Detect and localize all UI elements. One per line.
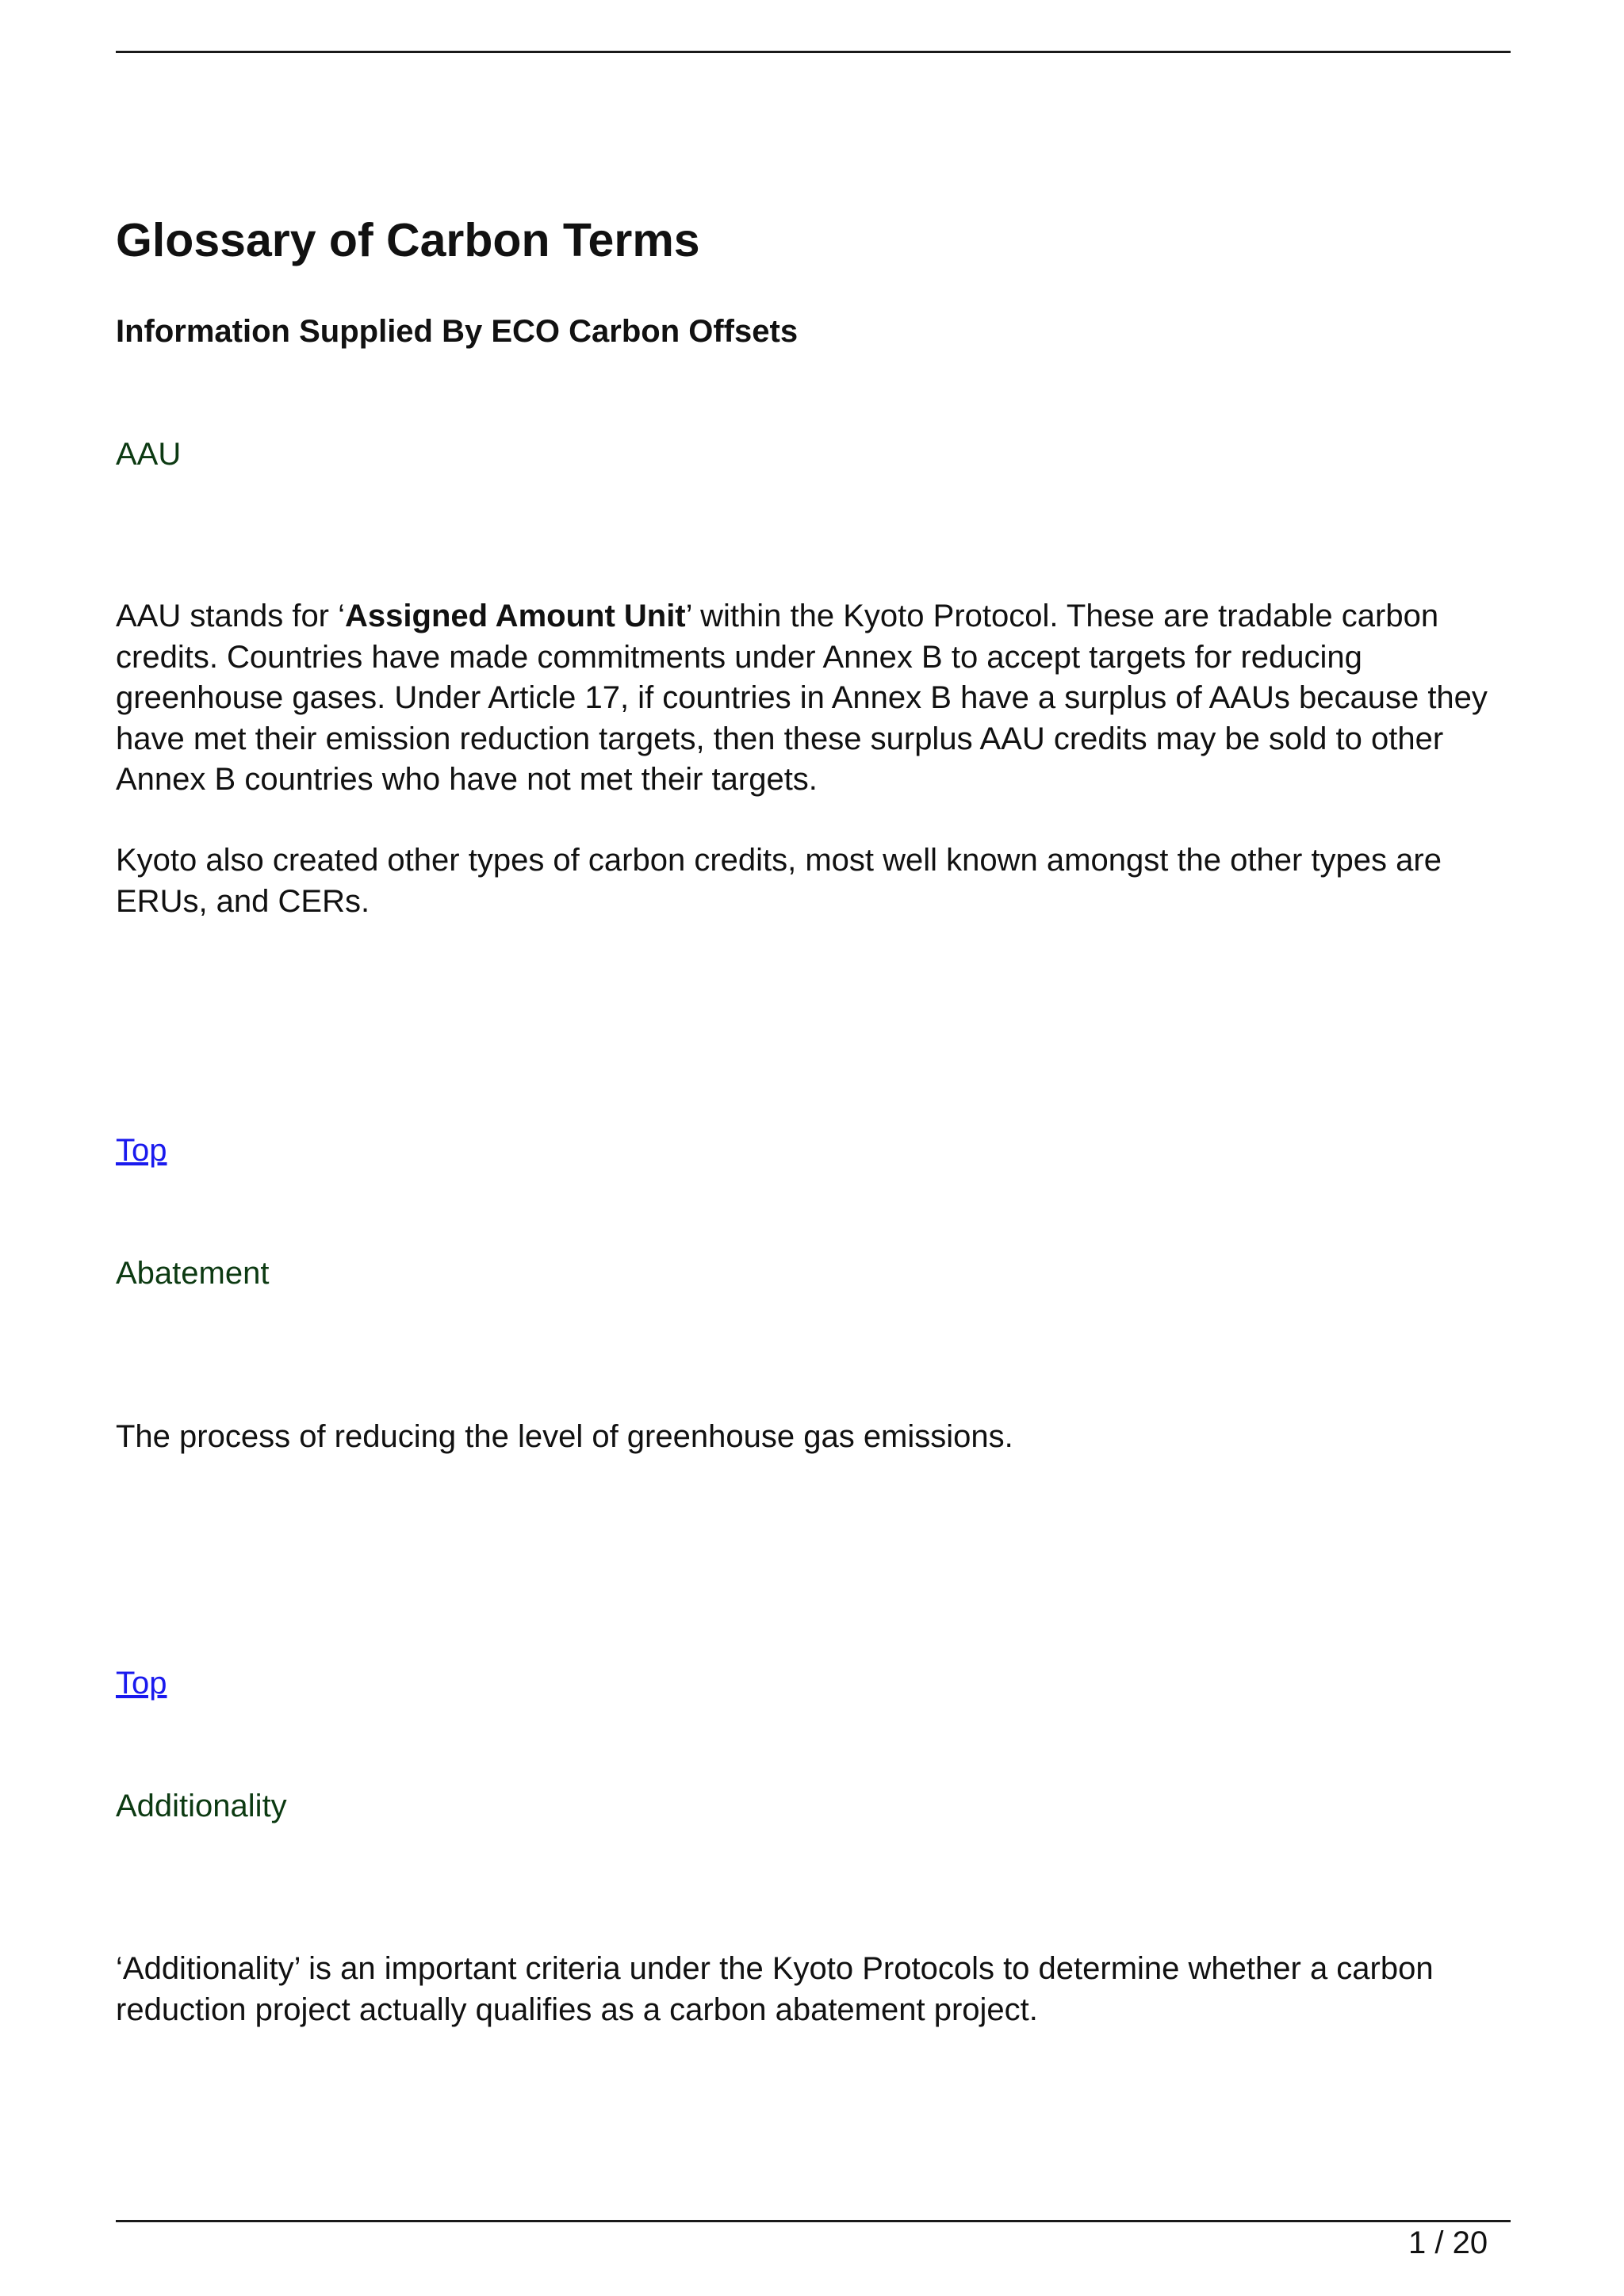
aau-definition-rest: ’ within the Kyoto Protocol. These are tradable carbon credits. Countries have made commitments under Annex B to accept targets for reducing greenhouse gases. Under Article 17, if countries in Annex B have a surplus of AAUs because they have met their emission reduction targets, then these surplus AAU credits may be sold to other Annex B countries who have not met their targets. <box>116 599 1488 797</box>
document-subtitle: Information Supplied By ECO Carbon Offsets <box>116 314 799 349</box>
back-to-top-link-1[interactable]: Top <box>116 1133 167 1168</box>
glossary-term-abatement: Abatement <box>116 1256 270 1291</box>
page-number: 1 / 20 <box>1408 2225 1488 2260</box>
abatement-definition-paragraph: The process of reducing the level of greenhouse gas emissions. <box>116 1419 1013 1454</box>
back-to-top-link-2[interactable]: Top <box>116 1666 167 1701</box>
aau-definition-lead: AAU stands for ‘ <box>116 599 346 633</box>
glossary-term-aau: AAU <box>116 437 182 472</box>
header-rule <box>116 51 1511 53</box>
aau-definition-bold-term: Assigned Amount Unit <box>345 599 686 633</box>
glossary-term-additionality: Additionality <box>116 1789 287 1823</box>
footer-rule <box>116 2220 1511 2222</box>
additionality-definition-paragraph: ‘Additionality’ is an important criteria under the Kyoto Protocols to determine whether a carbon reduction project actually qualifies as a carbon abatement project. <box>116 1951 1434 2027</box>
aau-definition-paragraph <box>116 596 1511 801</box>
aau-kyoto-paragraph: Kyoto also created other types of carbon credits, most well known amongst the other types are ERUs, and CERs. <box>116 843 1442 919</box>
page-title: Glossary of Carbon Terms <box>116 214 700 266</box>
